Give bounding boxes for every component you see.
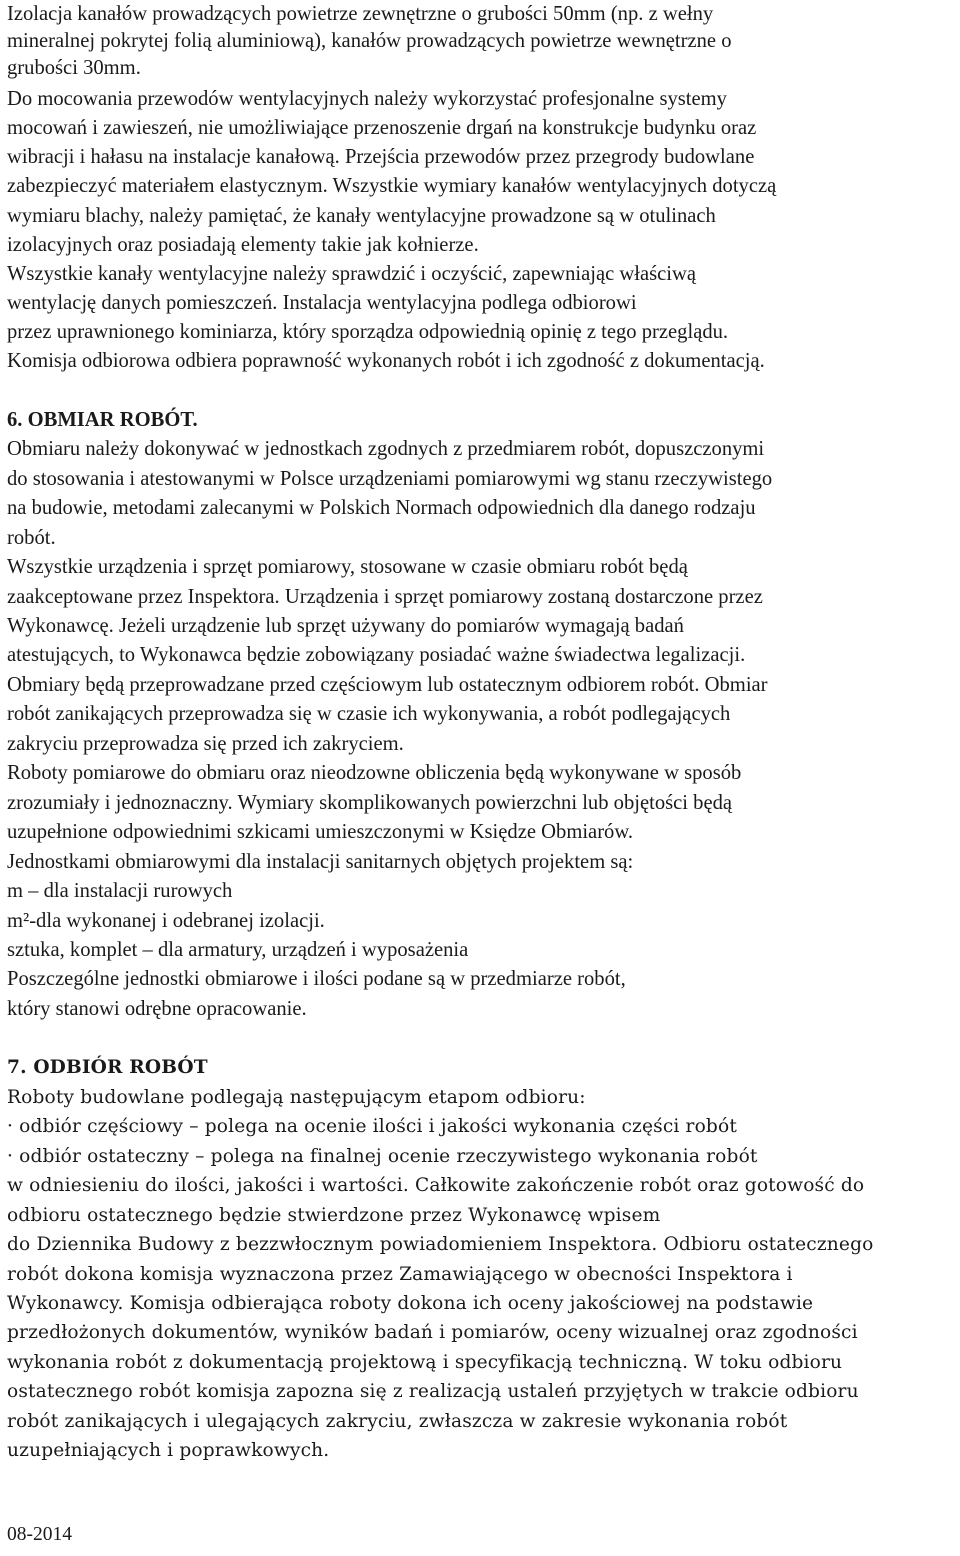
text-line: uzupełniających i poprawkowych. [7, 1440, 330, 1461]
text-line: w odniesieniu do ilości, jakości i wartości. Całkowite zakończenie robót oraz gotowość do [7, 1175, 865, 1196]
text-line: na budowie, metodami zalecanymi w Polskich Normach odpowiednich dla danego rodzaju [7, 497, 756, 519]
text-line: · odbiór ostateczny – polega na finalnej ocenie rzeczywistego wykonania robót [7, 1146, 758, 1167]
text-line: Obmiary będą przeprowadzane przed częściowym lub ostatecznym odbiorem robót. Obmiar [7, 674, 768, 696]
text-line: izolacyjnych oraz posiadają elementy takie jak kołnierze. [7, 234, 479, 256]
text-line: przez uprawnionego kominiarza, który sporządza odpowiednią opinię z tego przeglądu. [7, 321, 729, 343]
text-line: do stosowania i atestowanymi w Polsce urządzeniami pomiarowymi wg stanu rzeczywistego [7, 468, 773, 490]
text-line: m – dla instalacji rurowych [7, 880, 233, 902]
text-line: zakryciu przeprowadza się przed ich zakryciem. [7, 733, 404, 755]
text-line: m²-dla wykonanej i odebranej izolacji. [7, 910, 325, 932]
footer-date: 08-2014 [7, 1524, 72, 1545]
text-line: uzupełnione odpowiednimi szkicami umieszczonymi w Księdze Obmiarów. [7, 821, 634, 843]
text-line: Roboty budowlane podlegają następującym etapom odbioru: [7, 1087, 586, 1108]
text-line: Izolacja kanałów prowadzących powietrze zewnętrzne o grubości 50mm (np. z wełny [7, 3, 714, 25]
text-line: zaakceptowane przez Inspektora. Urządzenia i sprzęt pomiarowy zostaną dostarczone przez [7, 586, 763, 608]
text-line: robót dokona komisja wyznaczona przez Zamawiającego w obecności Inspektora i [7, 1264, 793, 1285]
text-line: ostatecznego robót komisja zapozna się z realizacją ustaleń przyjętych w trakcie odbioru [7, 1381, 859, 1402]
text-line: wykonania robót z dokumentacją projektową i specyfikacją techniczną. W toku odbioru [7, 1352, 843, 1373]
text-line: zrozumiały i jednoznaczny. Wymiary skomplikowanych powierzchni lub objętości będą [7, 792, 733, 814]
text-line: Do mocowania przewodów wentylacyjnych należy wykorzystać profesjonalne systemy [7, 88, 727, 110]
text-line: mocowań i zawieszeń, nie umożliwiające przenoszenie drgań na konstrukcje budynku oraz [7, 117, 757, 139]
text-line: wymiaru blachy, należy pamiętać, że kanały wentylacyjne prowadzone są w otulinach [7, 205, 716, 227]
text-line: Wszystkie kanały wentylacyjne należy sprawdzić i oczyścić, zapewniając właściwą [7, 263, 697, 285]
text-line: który stanowi odrębne opracowanie. [7, 998, 307, 1020]
text-line: grubości 30mm. [7, 57, 141, 79]
text-line: przedłożonych dokumentów, wyników badań i pomiarów, oceny wizualnej oraz zgodności [7, 1322, 858, 1343]
section-heading: 6. OBMIAR ROBÓT. [7, 409, 198, 431]
text-line: Roboty pomiarowe do obmiaru oraz nieodzowne obliczenia będą wykonywane w sposób [7, 762, 742, 784]
text-line: do Dziennika Budowy z bezzwłocznym powiadomieniem Inspektora. Odbioru ostatecznego [7, 1234, 874, 1255]
text-line: Jednostkami obmiarowymi dla instalacji sanitarnych objętych projektem są: [7, 851, 634, 873]
text-line: sztuka, komplet – dla armatury, urządzeń i wyposażenia [7, 939, 469, 961]
text-line: wibracji i hałasu na instalacje kanałową. Przejścia przewodów przez przegrody budowlane [7, 146, 755, 168]
text-line: robót. [7, 527, 56, 549]
text-line: Poszczególne jednostki obmiarowe i ilości podane są w przedmiarze robót, [7, 968, 626, 990]
text-line: mineralnej pokrytej folią aluminiową), kanałów prowadzących powietrze wewnętrzne o [7, 30, 732, 52]
text-line: Wykonawcę. Jeżeli urządzenie lub sprzęt używany do pomiarów wymagają badań [7, 615, 684, 637]
text-line: robót zanikających i ulegających zakryciu, zwłaszcza w zakresie wykonania robót [7, 1411, 788, 1432]
text-line: wentylację danych pomieszczeń. Instalacja wentylacyjna podlega odbiorowi [7, 292, 637, 314]
text-line: zabezpieczyć materiałem elastycznym. Wszystkie wymiary kanałów wentylacyjnych dotyczą [7, 175, 777, 197]
text-line: robót zanikających przeprowadza się w czasie ich wykonywania, a robót podlegających [7, 703, 731, 725]
section-heading: 7. ODBIÓR ROBÓT [7, 1057, 208, 1078]
text-line: Wykonawcy. Komisja odbierająca roboty dokona ich oceny jakościowej na podstawie [7, 1293, 814, 1314]
text-line: Wszystkie urządzenia i sprzęt pomiarowy, stosowane w czasie obmiaru robót będą [7, 556, 688, 578]
text-line: atestujących, to Wykonawca będzie zobowiązany posiadać ważne świadectwa legalizacji. [7, 644, 746, 666]
text-line: odbioru ostatecznego będzie stwierdzone przez Wykonawcę wpisem [7, 1205, 661, 1226]
text-line: Komisja odbiorowa odbiera poprawność wykonanych robót i ich zgodność z dokumentacją. [7, 350, 765, 372]
text-line: Obmiaru należy dokonywać w jednostkach zgodnych z przedmiarem robót, dopuszczonymi [7, 438, 765, 460]
text-line: · odbiór częściowy – polega na ocenie ilości i jakości wykonania części robót [7, 1116, 737, 1137]
